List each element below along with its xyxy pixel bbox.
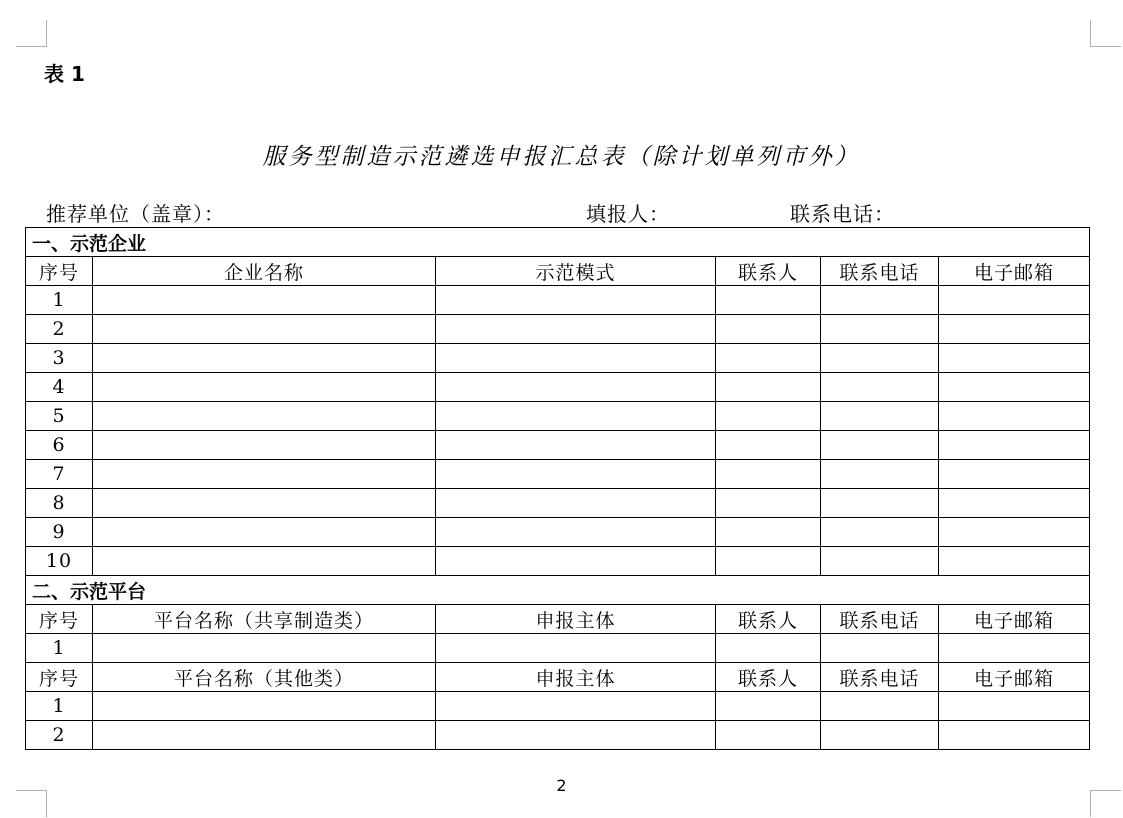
contact-phone-cell[interactable] xyxy=(821,692,939,721)
demo-mode-cell[interactable] xyxy=(436,431,716,460)
contact-person-cell[interactable] xyxy=(716,547,821,576)
contact-phone-cell[interactable] xyxy=(821,634,939,663)
table-row xyxy=(26,286,1090,315)
contact-phone-cell[interactable] xyxy=(821,344,939,373)
header-cell: 电子邮箱 xyxy=(939,663,1090,692)
applicant-cell[interactable] xyxy=(436,692,716,721)
header-cell: 联系电话 xyxy=(821,663,939,692)
header-cell: 序号 xyxy=(26,605,93,634)
demo-mode-cell[interactable] xyxy=(436,547,716,576)
enterprise-name-cell[interactable] xyxy=(93,547,436,576)
table-row xyxy=(26,373,1090,402)
table-row xyxy=(26,402,1090,431)
header-cell: 申报主体 xyxy=(436,605,716,634)
section-heading-enterprises: 一、示范企业 xyxy=(26,228,1090,257)
row-number: 2 xyxy=(26,721,93,750)
header-cell: 电子邮箱 xyxy=(939,605,1090,634)
demo-mode-cell[interactable] xyxy=(436,315,716,344)
section-row xyxy=(26,228,1090,257)
contact-person-cell[interactable] xyxy=(716,518,821,547)
header-cell: 联系人 xyxy=(716,605,821,634)
section-heading-platforms: 二、示范平台 xyxy=(26,576,1090,605)
demo-mode-cell[interactable] xyxy=(436,286,716,315)
crop-mark-top-right xyxy=(1090,20,1121,47)
contact-phone-cell[interactable] xyxy=(821,402,939,431)
applicant-cell[interactable] xyxy=(436,634,716,663)
table-row xyxy=(26,431,1090,460)
contact-person-cell[interactable] xyxy=(716,315,821,344)
email-cell[interactable] xyxy=(939,402,1090,431)
header-cell: 电子邮箱 xyxy=(939,257,1090,286)
contact-person-cell[interactable] xyxy=(716,402,821,431)
table-label: 表 1 xyxy=(44,62,85,86)
row-number: 7 xyxy=(26,460,93,489)
demo-mode-cell[interactable] xyxy=(436,344,716,373)
row-number: 4 xyxy=(26,373,93,402)
row-number: 1 xyxy=(26,692,93,721)
enterprise-name-cell[interactable] xyxy=(93,489,436,518)
header-row xyxy=(26,663,1090,692)
header-row xyxy=(26,257,1090,286)
row-number: 5 xyxy=(26,402,93,431)
email-cell[interactable] xyxy=(939,460,1090,489)
row-number: 8 xyxy=(26,489,93,518)
contact-phone-cell[interactable] xyxy=(821,721,939,750)
contact-phone-cell[interactable] xyxy=(821,460,939,489)
crop-mark-top-left xyxy=(16,20,47,47)
recommender-label: 推荐单位（盖章）： xyxy=(46,202,225,226)
contact-person-cell[interactable] xyxy=(716,373,821,402)
contact-person-cell[interactable] xyxy=(716,634,821,663)
demo-mode-cell[interactable] xyxy=(436,460,716,489)
email-cell[interactable] xyxy=(939,721,1090,750)
header-cell: 联系人 xyxy=(716,257,821,286)
table-row xyxy=(26,489,1090,518)
enterprise-name-cell[interactable] xyxy=(93,431,436,460)
contact-person-cell[interactable] xyxy=(716,344,821,373)
table-row xyxy=(26,721,1090,750)
table-row xyxy=(26,518,1090,547)
platform-name-cell[interactable] xyxy=(93,692,436,721)
table-row xyxy=(26,460,1090,489)
page-number: 2 xyxy=(556,776,567,795)
contact-phone-cell[interactable] xyxy=(821,489,939,518)
header-cell: 平台名称（其他类） xyxy=(93,663,436,692)
header-cell: 联系电话 xyxy=(821,605,939,634)
contact-phone-cell[interactable] xyxy=(821,315,939,344)
header-cell: 示范模式 xyxy=(436,257,716,286)
enterprise-name-cell[interactable] xyxy=(93,373,436,402)
row-number: 10 xyxy=(26,547,93,576)
summary-table xyxy=(25,227,1090,750)
table-row xyxy=(26,692,1090,721)
contact-phone-cell[interactable] xyxy=(821,518,939,547)
row-number: 3 xyxy=(26,344,93,373)
section-row xyxy=(26,576,1090,605)
demo-mode-cell[interactable] xyxy=(436,402,716,431)
email-cell[interactable] xyxy=(939,373,1090,402)
enterprise-name-cell[interactable] xyxy=(93,460,436,489)
email-cell[interactable] xyxy=(939,344,1090,373)
email-cell[interactable] xyxy=(939,489,1090,518)
row-number: 9 xyxy=(26,518,93,547)
page-title: 服务型制造示范遴选申报汇总表（除计划单列市外） xyxy=(262,144,861,170)
enterprise-name-cell[interactable] xyxy=(93,402,436,431)
contact-phone-cell[interactable] xyxy=(821,373,939,402)
email-cell[interactable] xyxy=(939,315,1090,344)
email-cell[interactable] xyxy=(939,547,1090,576)
demo-mode-cell[interactable] xyxy=(436,489,716,518)
platform-name-cell[interactable] xyxy=(93,634,436,663)
row-number: 6 xyxy=(26,431,93,460)
row-number: 2 xyxy=(26,315,93,344)
email-cell[interactable] xyxy=(939,518,1090,547)
row-number: 1 xyxy=(26,634,93,663)
header-cell: 联系人 xyxy=(716,663,821,692)
email-cell[interactable] xyxy=(939,431,1090,460)
contact-person-cell[interactable] xyxy=(716,460,821,489)
email-cell[interactable] xyxy=(939,692,1090,721)
contact-person-cell[interactable] xyxy=(716,721,821,750)
enterprise-name-cell[interactable] xyxy=(93,315,436,344)
table-row xyxy=(26,634,1090,663)
enterprise-name-cell[interactable] xyxy=(93,518,436,547)
contact-phone-cell[interactable] xyxy=(821,286,939,315)
table-row xyxy=(26,547,1090,576)
contact-person-cell[interactable] xyxy=(716,431,821,460)
table-row xyxy=(26,344,1090,373)
header-cell: 企业名称 xyxy=(93,257,436,286)
filler-label: 填报人： xyxy=(586,202,670,226)
demo-mode-cell[interactable] xyxy=(436,518,716,547)
contact-phone-label: 联系电话： xyxy=(790,202,895,226)
contact-person-cell[interactable] xyxy=(716,489,821,518)
contact-person-cell[interactable] xyxy=(716,286,821,315)
enterprise-name-cell[interactable] xyxy=(93,286,436,315)
header-row xyxy=(26,605,1090,634)
email-cell[interactable] xyxy=(939,634,1090,663)
header-cell: 序号 xyxy=(26,257,93,286)
row-number: 1 xyxy=(26,286,93,315)
table-row xyxy=(26,315,1090,344)
contact-phone-cell[interactable] xyxy=(821,431,939,460)
demo-mode-cell[interactable] xyxy=(436,373,716,402)
applicant-cell[interactable] xyxy=(436,721,716,750)
enterprise-name-cell[interactable] xyxy=(93,344,436,373)
platform-name-cell[interactable] xyxy=(93,721,436,750)
header-cell: 平台名称（共享制造类） xyxy=(93,605,436,634)
contact-person-cell[interactable] xyxy=(716,692,821,721)
header-cell: 序号 xyxy=(26,663,93,692)
header-cell: 联系电话 xyxy=(821,257,939,286)
email-cell[interactable] xyxy=(939,286,1090,315)
header-cell: 申报主体 xyxy=(436,663,716,692)
contact-phone-cell[interactable] xyxy=(821,547,939,576)
